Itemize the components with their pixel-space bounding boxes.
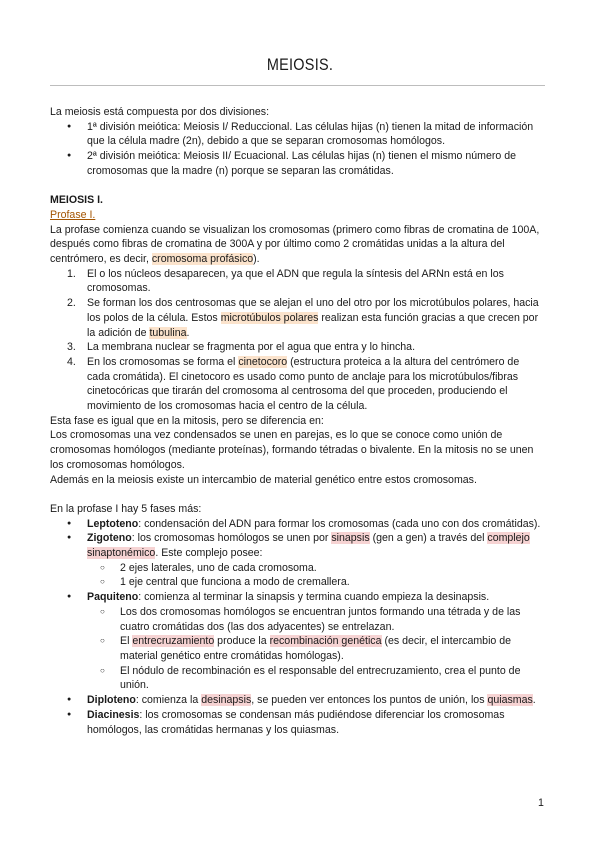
phase-diploteno: ● Diploteno: comienza la desinapsis, se pueden ver entonces los puntos de unión, los quiasmas. bbox=[87, 693, 545, 708]
phase-paquiteno: ● Paquiteno: comienza al terminar la sinapsis y termina cuando empieza la desinapsis. ○ Los dos cromosomas homólogos se encuentran juntos formando una tétrada y de las cuatro cromátidas dos (las dos adyacentes) se entrelazan. ○ El entrecruzamiento produce la recombinación genética (es decir, el intercambio de material genético entre cromátidas homólogas). ○ El nódulo de recombinación es el responsable del entrecruzamiento, crea el punto de unión. bbox=[87, 590, 545, 693]
highlight-term: entrecruzamiento bbox=[132, 635, 215, 648]
subsection-heading: Profase I. bbox=[50, 208, 96, 221]
list-item: 2. Se forman los dos centrosomas que se alejan el uno del otro por los microtúbulos polares, hacia los polos de la célula. Estos microtúbulos polares realizan esta función gracias a que crecen por la adición de tubulina. bbox=[67, 297, 539, 339]
intro-paragraph: La meiosis está compuesta por dos divisiones: bbox=[50, 106, 270, 118]
list-item: 3. La membrana nuclear se fragmenta por el agua que entra y lo hincha. bbox=[67, 341, 416, 354]
sub-item: ○ Los dos cromosomas homólogos se encuentran juntos formando una tétrada y de las cuatro cromátidas dos (las dos adyacentes) se entrelazan. bbox=[120, 605, 545, 634]
profase-steps-list bbox=[50, 267, 545, 414]
highlight-term: microtúbulos polares bbox=[220, 311, 319, 324]
document-body bbox=[50, 105, 545, 737]
division-item: ● 1ª división meiótica: Meiosis I/ Reduccional. Las células hijas (n) tienen la mitad de información que la célula madre (2n), debido a que se separan cromosomas homólogos. bbox=[87, 120, 545, 149]
phases-list bbox=[50, 517, 545, 738]
highlight-term: cromosoma profásico bbox=[151, 253, 254, 266]
phase-diacinesis: ● Diacinesis: los cromosomas se condensan más pudiéndose diferenciar los cromosomas homólogos, las cromátidas hermanas y los quiasmas. bbox=[87, 708, 545, 737]
paragraph: En la profase I hay 5 fases más: bbox=[50, 502, 202, 515]
divisions-list bbox=[50, 120, 545, 179]
sub-item: ○ 2 ejes laterales, uno de cada cromosoma. bbox=[120, 561, 545, 576]
paragraph: Además en la meiosis existe un intercambio de material genético entre estos cromosomas. bbox=[50, 473, 477, 486]
phase-leptoteno: ● Leptoteno: condensación del ADN para formar los cromosomas (cada uno con dos cromátidas). bbox=[87, 517, 545, 532]
sub-item: ○ 1 eje central que funciona a modo de cremallera. bbox=[120, 575, 545, 590]
paragraph: Los cromosomas una vez condensados se unen en parejas, es lo que se conoce como unión de cromosomas homólogos (mediante proteínas), formando tétradas o bivalente. En la mitosis no se unen los cromosomas homólogos. bbox=[50, 429, 534, 471]
title-divider bbox=[50, 85, 545, 86]
highlight-term: quiasmas bbox=[487, 694, 533, 707]
highlight-term: sinapsis bbox=[331, 532, 370, 545]
section-heading: MEIOSIS I. bbox=[50, 194, 103, 207]
highlight-term: desinapsis bbox=[201, 694, 252, 707]
profase-paragraph: La profase comienza cuando se visualizan los cromosomas (primero como fibras de cromatina de 100A, después como fibras de cromatina de 300A y por último como 2 cromátidas unidas a la altura del centrómero, es decir, cromosoma profásico). bbox=[50, 223, 540, 266]
page-title: MEIOSIS. bbox=[266, 55, 334, 74]
highlight-term: recombinación genética bbox=[269, 635, 382, 648]
phase-zigoteno: ● Zigoteno: los cromosomas homólogos se unen por sinapsis (gen a gen) a través del complejo sinaptonémico. Este complejo posee: ○ 2 ejes laterales, uno de cada cromosoma. ○ 1 eje central que funciona a modo de cremallera. bbox=[87, 531, 545, 590]
sub-item: ○ El entrecruzamiento produce la recombinación genética (es decir, el intercambio de material genético entre cromátidas homólogas). bbox=[120, 634, 545, 663]
sub-list bbox=[87, 605, 545, 693]
page-number: 1 bbox=[538, 797, 544, 809]
highlight-term: cinetocoro bbox=[238, 355, 288, 368]
sub-item: ○ El nódulo de recombinación es el responsable del entrecruzamiento, crea el punto de unión. bbox=[120, 664, 545, 693]
list-item: 1. El o los núcleos desaparecen, ya que el ADN que regula la síntesis del ARNn está en los cromosomas. bbox=[67, 267, 504, 295]
paragraph: Esta fase es igual que en la mitosis, pero se diferencia en: bbox=[50, 414, 324, 427]
highlight-term: complejo sinaptonémico bbox=[87, 532, 530, 560]
list-item: 4. En los cromosomas se forma el cinetocoro (estructura proteica a la altura del centrómero de cada cromátida). El cinetocoro es usado como punto de anclaje para los microtúbulos/fibras cinetocóricas que tirarán del cromosoma al centrosoma del que proceden, produciendo el movimiento de los cromosomas hacia el centro de la célula. bbox=[67, 355, 520, 413]
sub-list bbox=[87, 561, 545, 590]
division-item: ● 2ª división meiótica: Meiosis II/ Ecuacional. Las células hijas (n) tienen el mismo número de cromosomas que la madre (n) porque se separan las cromátidas. bbox=[87, 149, 545, 178]
highlight-term: tubulina bbox=[149, 326, 187, 339]
